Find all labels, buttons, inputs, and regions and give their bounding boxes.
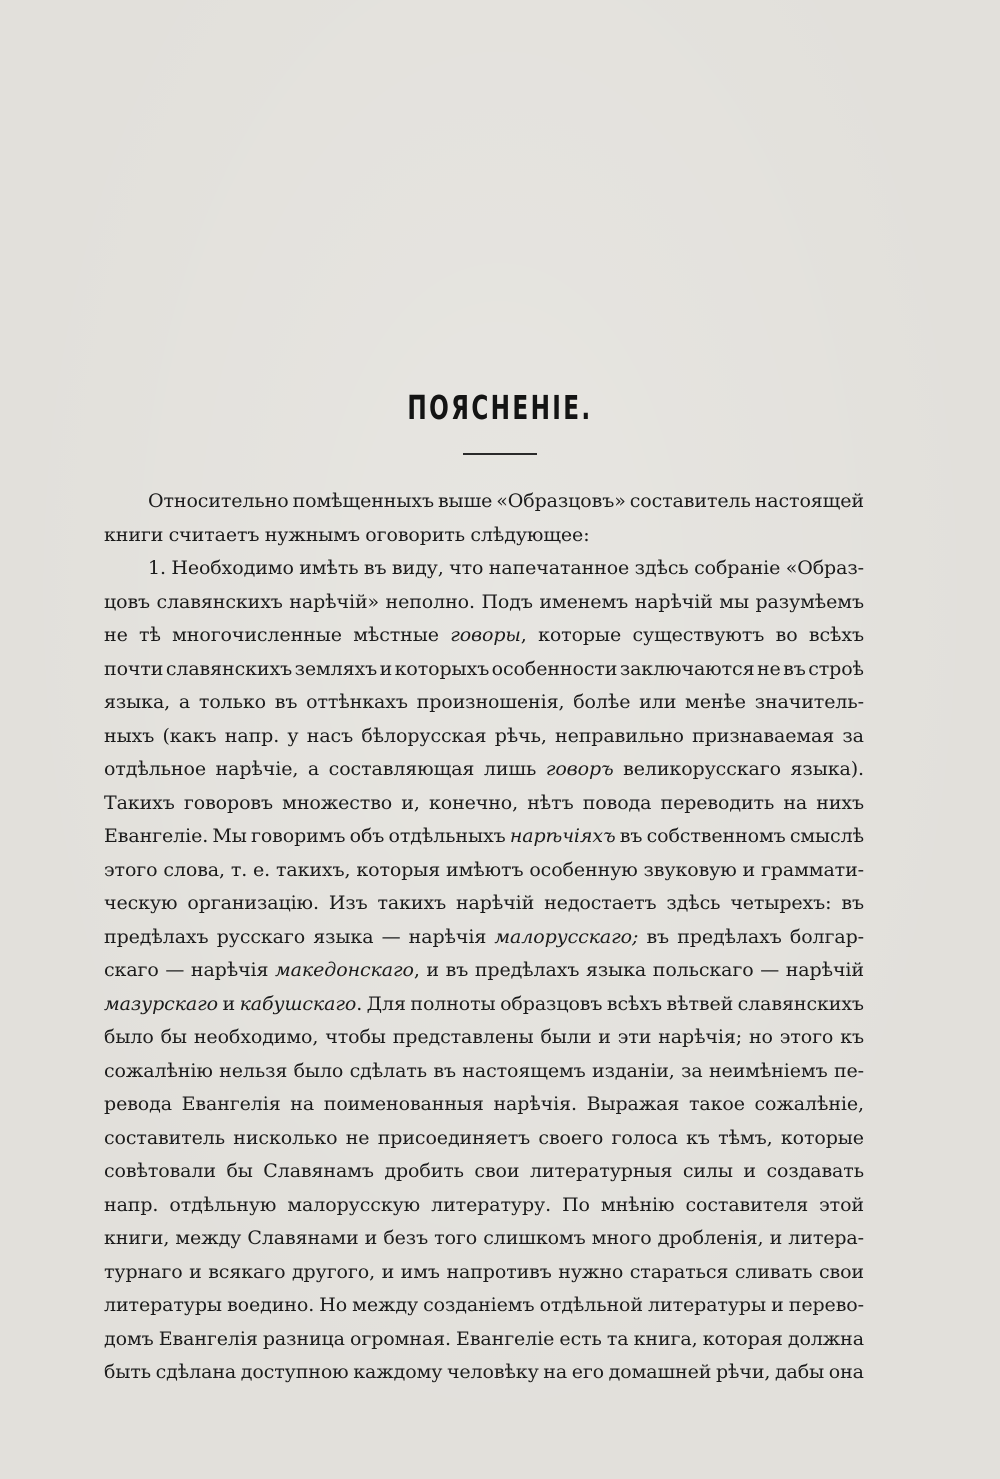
word: (какъ bbox=[162, 724, 217, 747]
word: нарѣчій bbox=[455, 892, 535, 914]
word: не bbox=[756, 657, 781, 680]
word: здѣсь bbox=[666, 892, 721, 914]
word: переводить bbox=[660, 791, 775, 814]
word: виду, bbox=[391, 557, 444, 579]
word: недостаетъ bbox=[544, 892, 657, 914]
text-line bbox=[104, 1189, 864, 1223]
word: перево- bbox=[788, 1294, 864, 1316]
text-line bbox=[104, 1155, 864, 1189]
word: литера- bbox=[788, 1227, 864, 1249]
text-line bbox=[104, 485, 864, 519]
text-line bbox=[104, 954, 864, 988]
word: е. bbox=[253, 858, 271, 881]
text-line bbox=[104, 753, 864, 787]
word: всѣхъ bbox=[606, 992, 662, 1015]
word: собственномъ bbox=[646, 825, 786, 847]
word: къ bbox=[840, 1026, 864, 1048]
word: а bbox=[307, 758, 320, 780]
word: множество bbox=[282, 791, 393, 814]
word: объ bbox=[349, 825, 385, 847]
word: македонскаго, bbox=[275, 959, 420, 981]
word: т. bbox=[230, 858, 248, 881]
word: и bbox=[381, 1260, 395, 1283]
word: много bbox=[591, 1227, 652, 1249]
word: лишь bbox=[483, 758, 537, 780]
word: и bbox=[771, 1294, 784, 1316]
word: 1. bbox=[148, 557, 166, 579]
text-line bbox=[104, 519, 864, 553]
word: дробить bbox=[384, 1160, 464, 1182]
word: тѣ bbox=[139, 624, 161, 646]
word: которая bbox=[702, 1327, 783, 1350]
word: — bbox=[381, 925, 401, 948]
word: нарѣчій bbox=[634, 590, 713, 613]
word: мазурскаго bbox=[104, 992, 218, 1015]
word: бы bbox=[226, 1160, 253, 1182]
word: напр. bbox=[104, 1193, 159, 1216]
word: домашней bbox=[608, 1361, 712, 1383]
word: нарѣчія bbox=[408, 925, 487, 948]
text-line bbox=[104, 988, 864, 1022]
word: и bbox=[364, 1227, 378, 1249]
word: — bbox=[760, 959, 780, 981]
text-line bbox=[104, 552, 864, 586]
word: По bbox=[562, 1193, 590, 1216]
word: этого bbox=[104, 858, 158, 881]
word: разница bbox=[262, 1327, 345, 1350]
word: этой bbox=[819, 1193, 864, 1216]
word: сливать bbox=[734, 1260, 813, 1283]
word: «Образцовъ» bbox=[496, 490, 626, 512]
word: нарѣчіе, bbox=[215, 758, 299, 780]
text-line bbox=[104, 586, 864, 620]
word: говоровъ bbox=[183, 791, 274, 814]
word: и bbox=[743, 1160, 756, 1182]
word: книги bbox=[104, 523, 164, 546]
word: между bbox=[352, 1294, 419, 1316]
word: книга, bbox=[633, 1327, 698, 1350]
word: присоединяетъ bbox=[377, 1126, 531, 1149]
word: имъ bbox=[400, 1260, 440, 1283]
word: разумѣемъ bbox=[755, 590, 864, 613]
word: изданіи, bbox=[592, 1059, 675, 1082]
word: турнаго bbox=[104, 1260, 183, 1283]
word: отдѣльной bbox=[539, 1294, 643, 1316]
word: не bbox=[345, 1126, 370, 1149]
word: повода bbox=[582, 791, 652, 814]
word: четырехъ: bbox=[730, 892, 832, 914]
word: малорусскую bbox=[287, 1193, 421, 1216]
word: составитель bbox=[104, 1126, 225, 1149]
word: нихъ bbox=[816, 791, 864, 814]
word: что bbox=[449, 557, 484, 579]
text-line bbox=[104, 820, 864, 854]
word: Для bbox=[366, 992, 406, 1015]
text-line bbox=[104, 1323, 864, 1357]
word: говоръ bbox=[545, 758, 614, 780]
word: признаваемая bbox=[692, 724, 835, 747]
word: нарѣчія bbox=[190, 959, 269, 981]
word: воедино. bbox=[227, 1294, 315, 1316]
word: есть bbox=[559, 1327, 602, 1350]
word: рѣчи, bbox=[715, 1361, 771, 1383]
word: предѣлахъ bbox=[104, 925, 209, 948]
word: оговорить bbox=[365, 523, 466, 546]
text-line bbox=[104, 1021, 864, 1055]
word: создавать bbox=[766, 1160, 864, 1182]
word: имѣютъ bbox=[446, 858, 524, 881]
word: Мы bbox=[212, 825, 247, 847]
word: Подъ bbox=[481, 590, 533, 613]
word: домъ bbox=[104, 1327, 154, 1350]
text-line bbox=[104, 653, 864, 687]
word: слишкомъ bbox=[483, 1227, 586, 1249]
word: неимѣніемъ bbox=[708, 1059, 828, 1082]
text-line bbox=[104, 1055, 864, 1089]
word: дробленія, bbox=[657, 1227, 764, 1249]
word: сдѣлана bbox=[155, 1361, 237, 1383]
word: неправильно bbox=[555, 724, 684, 747]
word: неполно. bbox=[385, 590, 475, 613]
word: Славянами bbox=[247, 1227, 359, 1249]
word: не bbox=[104, 624, 128, 646]
word: Выражая bbox=[586, 1093, 680, 1115]
word: граммати- bbox=[760, 858, 864, 881]
word: книги, bbox=[104, 1227, 170, 1249]
word: славянскихъ bbox=[156, 590, 283, 613]
text-line bbox=[104, 1122, 864, 1156]
word: малорусскаго; bbox=[494, 925, 639, 948]
word: организацію. bbox=[187, 892, 319, 914]
word: этого bbox=[779, 1026, 834, 1048]
word: Необходимо bbox=[171, 557, 294, 579]
word: языка, bbox=[104, 691, 171, 713]
word: собраніе bbox=[694, 557, 781, 579]
word: Относительно bbox=[148, 490, 289, 512]
word: тѣмъ, bbox=[718, 1126, 773, 1149]
word: которыя bbox=[356, 858, 441, 881]
word: за bbox=[842, 724, 864, 747]
word: въ bbox=[783, 657, 806, 680]
word: имѣть bbox=[299, 557, 359, 579]
word: отдѣльныхъ bbox=[388, 825, 506, 847]
word: заключаются bbox=[619, 657, 755, 680]
word: отдѣльное bbox=[104, 758, 206, 780]
word: полноты bbox=[410, 992, 496, 1015]
word: каждому bbox=[353, 1361, 443, 1383]
word: человѣку bbox=[446, 1361, 539, 1383]
word: звуковую bbox=[643, 858, 737, 881]
word: на bbox=[543, 1361, 568, 1383]
word: языка bbox=[313, 925, 374, 948]
word: вѣтвей bbox=[666, 992, 734, 1015]
word: сожалѣніе, bbox=[754, 1093, 864, 1115]
word: доступною bbox=[240, 1361, 349, 1383]
text-line bbox=[104, 720, 864, 754]
word: мѣстные bbox=[353, 624, 439, 646]
word: огромная. bbox=[350, 1327, 451, 1350]
word: напротивъ bbox=[446, 1260, 552, 1283]
word: между bbox=[175, 1227, 242, 1249]
word: кабушскаго. bbox=[239, 992, 363, 1015]
word: литературныя bbox=[529, 1160, 673, 1182]
word: здѣсь bbox=[634, 557, 689, 579]
word: за bbox=[681, 1059, 703, 1082]
text-line bbox=[104, 921, 864, 955]
word: цовъ bbox=[104, 590, 151, 613]
word: ческую bbox=[104, 892, 178, 914]
text-line bbox=[104, 1356, 864, 1390]
word: именемъ bbox=[539, 590, 629, 613]
word: въ bbox=[646, 925, 670, 948]
word: польскаго bbox=[652, 959, 754, 981]
word: значитель- bbox=[754, 691, 864, 713]
word: слѣдующее: bbox=[470, 523, 590, 546]
word: конечно, bbox=[428, 791, 519, 814]
word: смыслѣ bbox=[789, 825, 864, 847]
word: Славянамъ bbox=[263, 1160, 374, 1182]
word: нарѣчія. bbox=[493, 1093, 577, 1115]
word: только bbox=[198, 691, 267, 713]
word: своего bbox=[538, 1126, 604, 1149]
word: и bbox=[598, 1026, 611, 1048]
word: насъ bbox=[306, 724, 354, 747]
word: языка). bbox=[790, 758, 864, 780]
word: произношенія, bbox=[416, 691, 565, 713]
word: Изъ bbox=[328, 892, 368, 914]
word: нужно bbox=[558, 1260, 624, 1283]
word: нисколько bbox=[233, 1126, 338, 1149]
text-line bbox=[104, 686, 864, 720]
word: нельзя bbox=[219, 1059, 288, 1082]
word: и bbox=[379, 657, 393, 680]
word: къ bbox=[686, 1126, 710, 1149]
word: было bbox=[104, 1026, 154, 1048]
word: особенную bbox=[529, 858, 638, 881]
word: великорусскаго bbox=[623, 758, 781, 780]
word: болѣе bbox=[573, 691, 631, 713]
word: дабы bbox=[774, 1361, 825, 1383]
word: такихъ bbox=[377, 892, 447, 914]
text-line bbox=[104, 887, 864, 921]
word: Такихъ bbox=[104, 791, 175, 814]
word: въ bbox=[619, 825, 643, 847]
word: въ bbox=[841, 892, 864, 914]
text-line bbox=[104, 1256, 864, 1290]
word: ревода bbox=[104, 1093, 172, 1115]
word: говоримъ bbox=[250, 825, 346, 847]
word: составителя bbox=[685, 1193, 809, 1216]
word: русскаго bbox=[216, 925, 306, 948]
word: во bbox=[775, 624, 798, 646]
word: ныхъ bbox=[104, 724, 155, 747]
word: слова, bbox=[163, 858, 225, 881]
word: стараться bbox=[629, 1260, 729, 1283]
word: строѣ bbox=[808, 657, 864, 680]
word: помѣщенныхъ bbox=[292, 490, 434, 512]
word: и, bbox=[401, 791, 420, 814]
word: другого, bbox=[291, 1260, 376, 1283]
word: въ bbox=[445, 959, 469, 981]
word: и bbox=[742, 858, 756, 881]
word: выше bbox=[437, 490, 493, 512]
word: созданіемъ bbox=[423, 1294, 535, 1316]
word: земляхъ bbox=[294, 657, 378, 680]
word: голоса bbox=[611, 1126, 678, 1149]
word: Евангелія bbox=[181, 1093, 281, 1115]
word: почти bbox=[104, 657, 164, 680]
word: всѣхъ bbox=[808, 624, 864, 646]
word: нѣтъ bbox=[527, 791, 574, 814]
word: «Образ- bbox=[785, 557, 864, 579]
word: литературы bbox=[648, 1294, 767, 1316]
word: нарѣчія; bbox=[658, 1026, 743, 1048]
word: мы bbox=[719, 590, 749, 613]
word: бы bbox=[160, 1026, 187, 1048]
word: настоящей bbox=[754, 490, 864, 512]
word: нарѣчіяхъ bbox=[509, 825, 616, 847]
word: которые bbox=[538, 624, 622, 646]
word: которыхъ bbox=[394, 657, 490, 680]
word: у bbox=[287, 724, 299, 747]
word: представлены bbox=[392, 1026, 534, 1048]
word: и bbox=[189, 1260, 202, 1283]
word: мнѣнію bbox=[600, 1193, 675, 1216]
word: пе- bbox=[833, 1059, 864, 1082]
word: и bbox=[426, 959, 439, 981]
word: славянскихъ bbox=[165, 657, 293, 680]
word: сожалѣнію bbox=[104, 1059, 213, 1082]
word: считаетъ bbox=[168, 523, 260, 546]
word: было bbox=[293, 1059, 344, 1082]
word: многочисленные bbox=[172, 624, 342, 646]
word: особенности bbox=[491, 657, 618, 680]
body-text bbox=[104, 485, 864, 1390]
word: предѣлахъ bbox=[474, 959, 580, 981]
word: говоры, bbox=[450, 624, 527, 646]
word: свои bbox=[474, 1160, 520, 1182]
word: менѣе bbox=[685, 691, 746, 713]
word: оттѣнкахъ bbox=[306, 691, 408, 713]
word: она bbox=[828, 1361, 864, 1383]
word: образцовъ bbox=[500, 992, 603, 1015]
word: всякаго bbox=[208, 1260, 286, 1283]
word: нарѣчій» bbox=[289, 590, 380, 613]
word: эти bbox=[617, 1026, 652, 1048]
text-line bbox=[104, 1088, 864, 1122]
word: того bbox=[434, 1227, 478, 1249]
word: языка bbox=[585, 959, 647, 981]
word: которые bbox=[780, 1126, 864, 1149]
word: но bbox=[748, 1026, 773, 1048]
word: настоящемъ bbox=[462, 1059, 586, 1082]
word: совѣтовали bbox=[104, 1160, 216, 1182]
word: его bbox=[571, 1361, 605, 1383]
word: Евангеліе bbox=[456, 1327, 555, 1350]
word: Евангелія bbox=[158, 1327, 258, 1350]
word: составитель bbox=[629, 490, 751, 512]
word: на bbox=[783, 791, 808, 814]
word: чтобы bbox=[325, 1026, 386, 1048]
word: Но bbox=[319, 1294, 348, 1316]
word: славянскихъ bbox=[737, 992, 864, 1015]
word: составляющая bbox=[328, 758, 475, 780]
text-line bbox=[104, 1289, 864, 1323]
word: свои bbox=[818, 1260, 864, 1283]
word: та bbox=[606, 1327, 629, 1350]
word: такое bbox=[688, 1093, 745, 1115]
word: были bbox=[540, 1026, 592, 1048]
word: Евангеліе. bbox=[104, 825, 209, 847]
word: — bbox=[165, 959, 185, 981]
word: необходимо, bbox=[193, 1026, 319, 1048]
page-title: ПОЯСНЕНІЕ. bbox=[407, 388, 593, 427]
word: сдѣлать bbox=[349, 1059, 427, 1082]
word: скаго bbox=[104, 959, 159, 981]
word: болгар- bbox=[789, 925, 864, 948]
word: бѣлорусская bbox=[361, 724, 487, 747]
word: литературу. bbox=[431, 1193, 552, 1216]
word: существуютъ bbox=[632, 624, 765, 646]
word: въ bbox=[433, 1059, 456, 1082]
word: поименованныя bbox=[323, 1093, 484, 1115]
word: а bbox=[178, 691, 191, 713]
word: и bbox=[769, 1227, 783, 1249]
word: въ bbox=[274, 691, 298, 713]
word: на bbox=[290, 1093, 315, 1115]
word: или bbox=[639, 691, 677, 713]
word: такихъ, bbox=[275, 858, 351, 881]
word: и bbox=[222, 992, 236, 1015]
word: рѣчь, bbox=[494, 724, 547, 747]
text-line bbox=[104, 854, 864, 888]
text-line bbox=[104, 1222, 864, 1256]
word: напечатанное bbox=[488, 557, 630, 579]
text-line bbox=[104, 787, 864, 821]
word: предѣлахъ bbox=[677, 925, 782, 948]
word: безъ bbox=[383, 1227, 429, 1249]
word: въ bbox=[363, 557, 387, 579]
word: нарѣчій bbox=[785, 959, 864, 981]
word: быть bbox=[104, 1361, 152, 1383]
word: силы bbox=[682, 1160, 733, 1182]
word: литературы bbox=[104, 1294, 222, 1316]
title-underline bbox=[463, 453, 537, 455]
text-line bbox=[104, 619, 864, 653]
word: должна bbox=[787, 1327, 864, 1350]
word: нужнымъ bbox=[264, 523, 360, 546]
word: напр. bbox=[224, 724, 280, 747]
word: отдѣльную bbox=[169, 1193, 277, 1216]
